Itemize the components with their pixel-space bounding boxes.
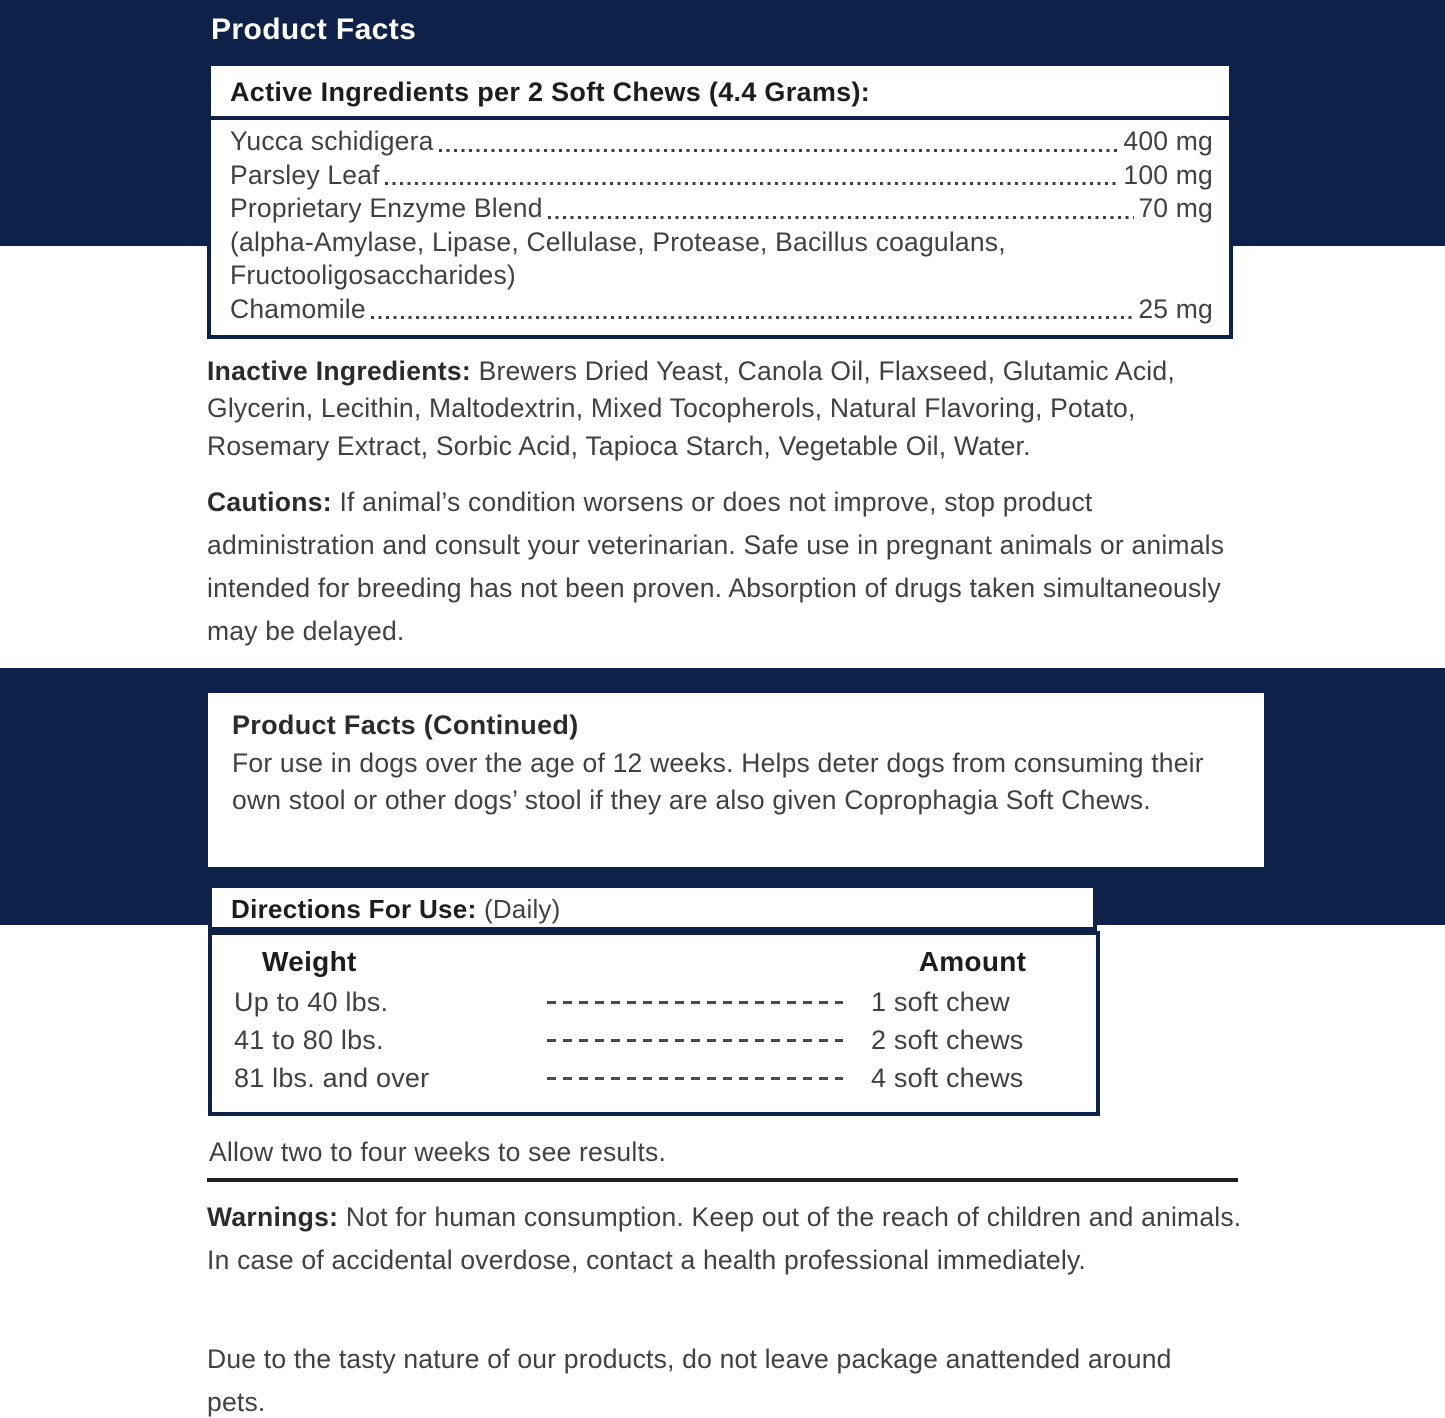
ingredient-name: Fructooligosaccharides) <box>230 260 516 290</box>
active-ingredients-box <box>207 62 1233 339</box>
inactive-ingredients-label: Inactive Ingredients: <box>207 356 472 386</box>
header-spacer <box>519 944 871 980</box>
ingredient-name: (alpha-Amylase, Lipase, Cellulase, Protease, Bacillus coagulans, <box>230 226 1006 257</box>
cautions-text: If animal’s condition worsens or does not improve, stop product administration and consult your veterinarian. Safe use in pregnant animals or animals intended for breeding has not been proven. Absorption of drugs taken simultaneously may be delayed. <box>207 487 1225 646</box>
active-ingredients-list <box>211 120 1229 335</box>
weight-value: 41 to 80 lbs. <box>234 1024 384 1055</box>
ingredient-name: Chamomile <box>230 293 366 324</box>
weight-value: Up to 40 lbs. <box>234 986 389 1017</box>
inactive-ingredients-paragraph <box>207 353 1232 465</box>
directions-row <box>234 1059 1074 1097</box>
dashed-leader <box>547 1001 843 1004</box>
ingredient-amount: 100 mg <box>1123 159 1213 190</box>
ingredient-row-continuation <box>230 226 1213 260</box>
ingredient-name: Parsley Leaf <box>230 159 380 190</box>
directions-row <box>234 983 1074 1021</box>
weight-value: 81 lbs. and over <box>234 1062 430 1093</box>
amount-value: 4 soft chews <box>871 1062 1024 1093</box>
continued-text: For use in dogs over the age of 12 weeks. Helps deter dogs from consuming their own stool or other dogs’ stool if they are also given Coprophagia Soft Chews. <box>232 748 1204 815</box>
dotted-leader <box>385 182 1120 185</box>
dashed-leader <box>547 1039 843 1042</box>
dashed-leader <box>547 1077 843 1080</box>
cautions-paragraph <box>207 481 1232 653</box>
directions-sub-label: (Daily) <box>483 894 561 924</box>
warnings-text: Not for human consumption. Keep out of the reach of children and animals. In case of accidental overdose, contact a health professional immediately. <box>207 1202 1242 1275</box>
warnings-paragraph <box>207 1196 1247 1282</box>
ingredient-row-continuation <box>230 259 1213 293</box>
ingredient-row <box>230 125 1213 159</box>
results-note: Allow two to four weeks to see results. <box>209 1137 667 1167</box>
ingredient-row <box>230 293 1213 327</box>
warnings-label: Warnings: <box>207 1202 339 1232</box>
divider-rule <box>207 1178 1238 1182</box>
ingredient-row <box>230 192 1213 226</box>
active-ingredients-header: Active Ingredients per 2 Soft Chews (4.4 Grams): <box>230 77 871 107</box>
dotted-leader <box>548 216 1135 219</box>
weight-column-header: Weight <box>262 946 357 977</box>
ingredient-amount: 25 mg <box>1138 293 1213 324</box>
amount-column-header: Amount <box>918 946 1027 977</box>
cautions-label: Cautions: <box>207 487 332 517</box>
page-title: Product Facts <box>211 13 417 46</box>
amount-value: 2 soft chews <box>871 1024 1024 1055</box>
directions-header-box <box>208 884 1097 931</box>
inactive-ingredients-text: Brewers Dried Yeast, Canola Oil, Flaxseed, Glutamic Acid, Glycerin, Lecithin, Maltodextrin, Mixed Tocopherols, Natural Flavoring, Potato, Rosemary Extract, Sorbic Acid, Tapioca Starch, Vegetable Oil, Water. <box>207 356 1175 461</box>
ingredient-name: Proprietary Enzyme Blend <box>230 193 543 223</box>
product-facts-continued-box <box>208 693 1264 867</box>
directions-row <box>234 1021 1074 1059</box>
ingredient-name: Yucca schidigera <box>230 126 434 156</box>
amount-value: 1 soft chew <box>871 986 1010 1017</box>
directions-table-header-row <box>234 939 1074 983</box>
directions-label: Directions For Use: <box>231 894 477 924</box>
dotted-leader <box>439 149 1120 152</box>
ingredient-row <box>230 159 1213 193</box>
unattended-note: Due to the tasty nature of our products, do not leave package anattended around pets. <box>207 1344 1172 1417</box>
ingredient-amount: 400 mg <box>1123 126 1213 156</box>
directions-table <box>208 931 1100 1116</box>
ingredient-amount: 70 mg <box>1138 193 1213 223</box>
continued-title: Product Facts (Continued) <box>232 710 579 740</box>
dotted-leader <box>371 316 1135 319</box>
